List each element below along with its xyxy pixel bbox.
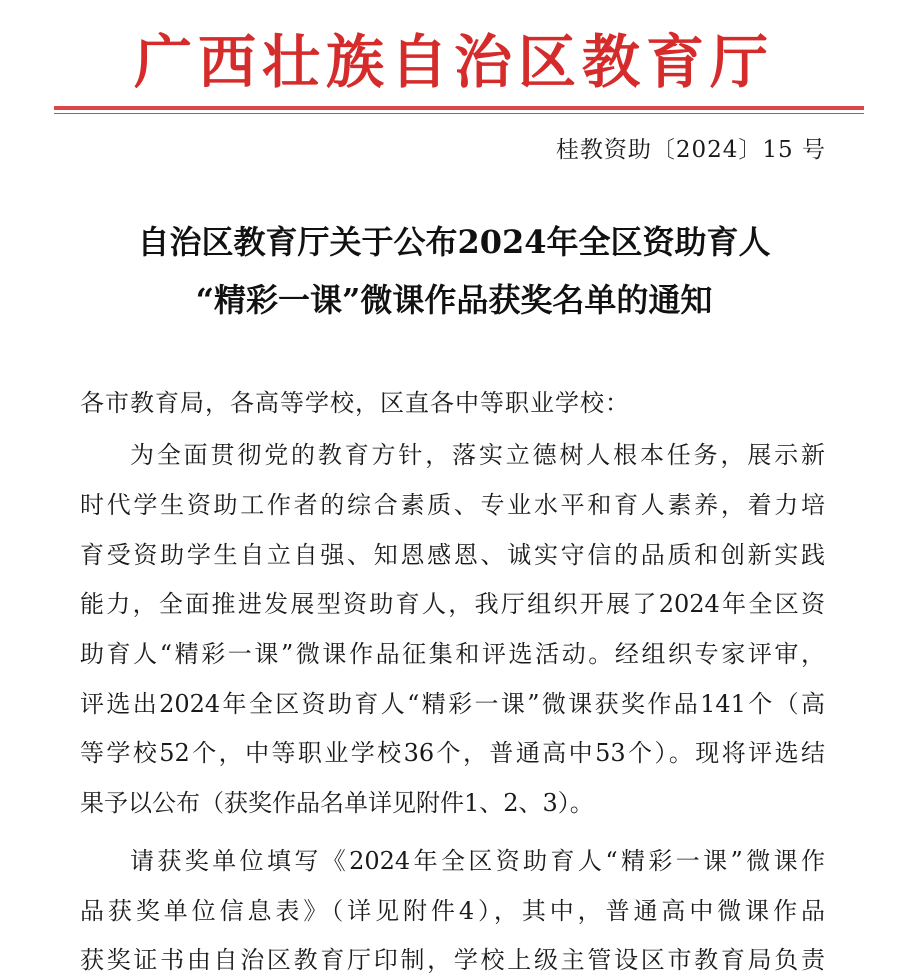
notice-title-line-1: 自治区教育厅关于公布2024年全区资助育人 — [137, 223, 771, 261]
paragraph-1-line: 助育人“精彩一课”微课作品征集和评选活动。经组织专家评审， — [80, 640, 825, 668]
red-header-rule-thin — [54, 113, 864, 114]
red-header-rule — [54, 106, 864, 110]
paragraph-1-line: 为全面贯彻党的教育方针，落实立德树人根本任务，展示新 — [130, 441, 825, 469]
paragraph-1-line: 果予以公布（获奖作品名单详见附件1、2、3）。 — [80, 789, 594, 817]
paragraph-1-line: 育受资助学生自立自强、知恩感恩、诚实守信的品质和创新实践 — [80, 541, 825, 569]
paragraph-1-line: 等学校52个，中等职业学校36个，普通高中53个）。现将评选结 — [80, 739, 825, 767]
paragraph-2-line: 获奖证书由自治区教育厅印制，学校上级主管设区市教育局负责 — [80, 946, 825, 974]
paragraph-1-line: 能力，全面推进发展型资助育人，我厅组织开展了2024年全区资 — [80, 590, 825, 618]
document-number: 桂教资助〔2024〕15 号 — [555, 137, 826, 163]
notice-title-line-2: “精彩一课”微课作品获奖名单的通知 — [195, 281, 713, 319]
paragraph-2-line: 品获奖单位信息表》（详见附件4），其中，普通高中微课作品 — [80, 897, 825, 925]
issuer-title: 广西壮族自治区教育厅 — [133, 28, 774, 96]
salutation: 各市教育局，各高等学校，区直各中等职业学校： — [80, 389, 630, 417]
paragraph-1-line: 时代学生资助工作者的综合素质、专业水平和育人素养，着力培 — [80, 491, 825, 519]
paragraph-1-line: 评选出2024年全区资助育人“精彩一课”微课获奖作品141个（高 — [80, 690, 825, 718]
paragraph-2-line: 请获奖单位填写《2024年全区资助育人“精彩一课”微课作 — [130, 847, 825, 875]
